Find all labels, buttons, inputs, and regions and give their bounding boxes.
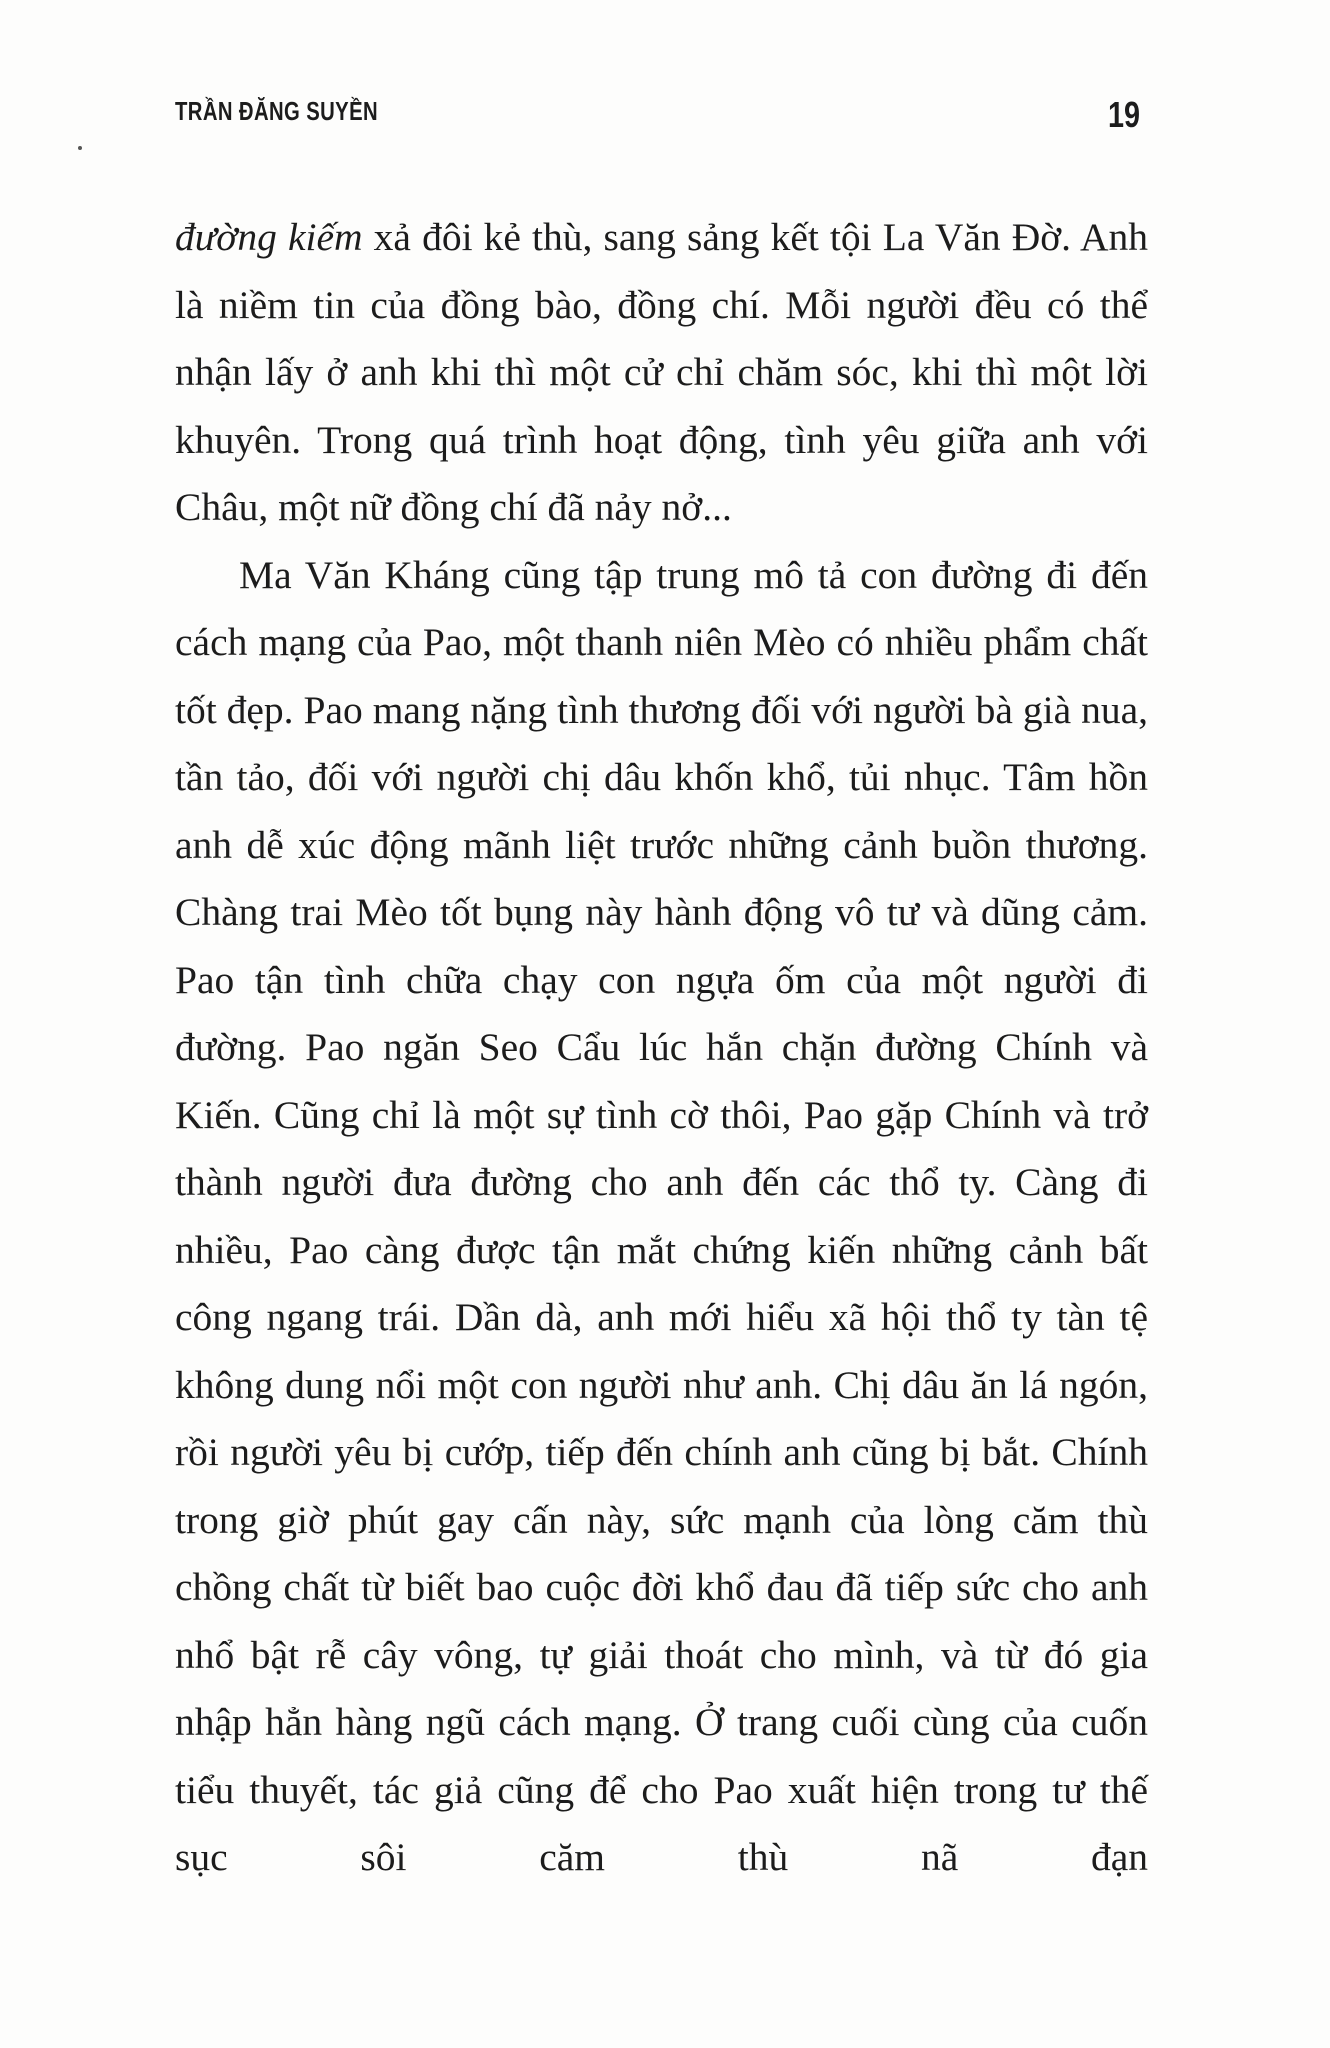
paragraph-1-text: xả đôi kẻ thù, sang sảng kết tội La Văn Đờ. Anh là niềm tin của đồng bào, đồng chí. Mỗi người đều có thể nhận lấy ở anh khi thì một cử chỉ chăm sóc, khi thì một lời khuyên. Trong quá trình hoạt động, tình yêu giữa anh với Châu, một nữ đồng chí đã nảy nở... [175,215,1148,529]
page-number: 19 [1108,94,1141,135]
running-header-author: TRẦN ĐĂNG SUYỀN [175,96,379,126]
body-text [175,204,1148,1892]
paragraph-2: Ma Văn Kháng cũng tập trung mô tả con đường đi đến cách mạng của Pao, một thanh niên Mèo có nhiều phẩm chất tốt đẹp. Pao mang nặng tình thương đối với người bà già nua, tần tảo, đối với người chị dâu khốn khổ, tủi nhục. Tâm hồn anh dễ xúc động mãnh liệt trước những cảnh buồn thương. Chàng trai Mèo tốt bụng này hành động vô tư và dũng cảm. Pao tận tình chữa chạy con ngựa ốm của một người đi đường. Pao ngăn Seo Cẩu lúc hắn chặn đường Chính và Kiến. Cũng chỉ là một sự tình cờ thôi, Pao gặp Chính và trở thành người đưa đường cho anh đến các thổ ty. Càng đi nhiều, Pao càng được tận mắt chứng kiến những cảnh bất công ngang trái. Dần dà, anh mới hiểu xã hội thổ ty tàn tệ không dung nổi một con người như anh. Chị dâu ăn lá ngón, rồi người yêu bị cướp, tiếp đến chính anh cũng bị bắt. Chính trong giờ phút gay cấn này, sức mạnh của lòng căm thù chồng chất từ biết bao cuộc đời khổ đau đã tiếp sức cho anh nhổ bật rễ cây vông, tự giải thoát cho mình, và từ đó gia nhập hẳn hàng ngũ cách mạng. Ở trang cuối cùng của cuốn tiểu thuyết, tác giả cũng để cho Pao xuất hiện trong tư thế sục sôi căm thù nã đạn [175,552,1148,1879]
scan-speck [78,146,82,150]
paragraph-1 [175,204,1148,542]
italic-phrase: đường kiếm [175,215,363,259]
